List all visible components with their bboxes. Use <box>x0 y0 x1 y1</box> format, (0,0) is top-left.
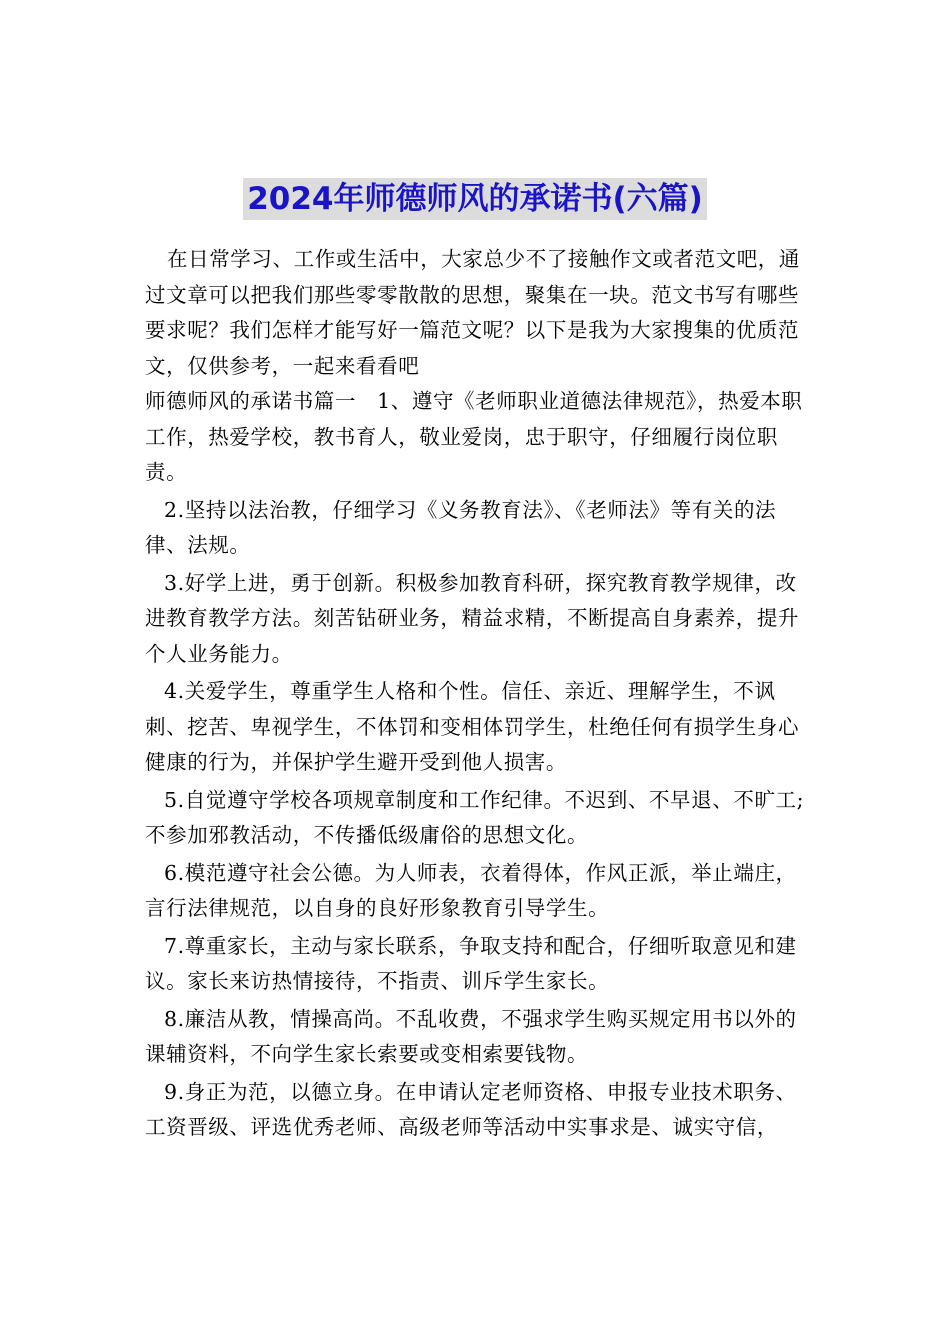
document-title: 2024年师德师风的承诺书(六篇) <box>243 178 707 220</box>
section-heading-paragraph: 师德师风的承诺书篇一 1、遵守《老师职业道德法律规范》，热爱本职工作，热爱学校，教书育人，敬业爱岗，忠于职守，仔细履行岗位职责。 <box>145 389 803 484</box>
commitment-item-4: 4.关爱学生，尊重学生人格和个性。信任、亲近、理解学生，不讽刺、挖苦、卑视学生，不体罚和变相体罚学生，杜绝任何有损学生身心健康的行为，并保护学生避开受到他人损害。 <box>145 679 800 774</box>
title-container <box>0 178 950 220</box>
commitment-item-8: 8.廉洁从教，情操高尚。不乱收费，不强求学生购买规定用书以外的课辅资料，不向学生家长索要或变相索要钱物。 <box>145 1006 797 1066</box>
document-body <box>145 242 815 1146</box>
commitment-item-6: 6.模范遵守社会公德。为人师表，衣着得体，作风正派，举止端庄，言行法律规范，以自身的良好形象教育引导学生。 <box>145 860 797 920</box>
commitment-item-2: 2.坚持以法治教，仔细学习《义务教育法》、《老师法》等有关的法律、法规。 <box>145 497 777 557</box>
intro-paragraph: 在日常学习、工作或生活中，大家总少不了接触作文或者范文吧，通过文章可以把我们那些零零散散的思想，聚集在一块。范文书写有哪些要求呢？我们怎样才能写好一篇范文呢？以下是我为大家搜集的优质范文，仅供参考，一起来看看吧 <box>145 247 800 378</box>
commitment-item-5: 5.自觉遵守学校各项规章制度和工作纪律。不迟到、不早退、不旷工;不参加邪教活动，不传播低级庸俗的思想文化。 <box>145 787 805 847</box>
commitment-item-9: 9.身正为范，以德立身。在申请认定老师资格、申报专业技术职务、工资晋级、评选优秀老师、高级老师等活动中实事求是、诚实守信， <box>145 1079 797 1139</box>
commitment-item-3: 3.好学上进，勇于创新。积极参加教育科研，探究教育教学规律，改进教育教学方法。刻苦钻研业务，精益求精，不断提高自身素养，提升个人业务能力。 <box>145 570 800 666</box>
commitment-item-7: 7.尊重家长，主动与家长联系，争取支持和配合，仔细听取意见和建议。家长来访热情接待，不指责、训斥学生家长。 <box>145 933 797 993</box>
